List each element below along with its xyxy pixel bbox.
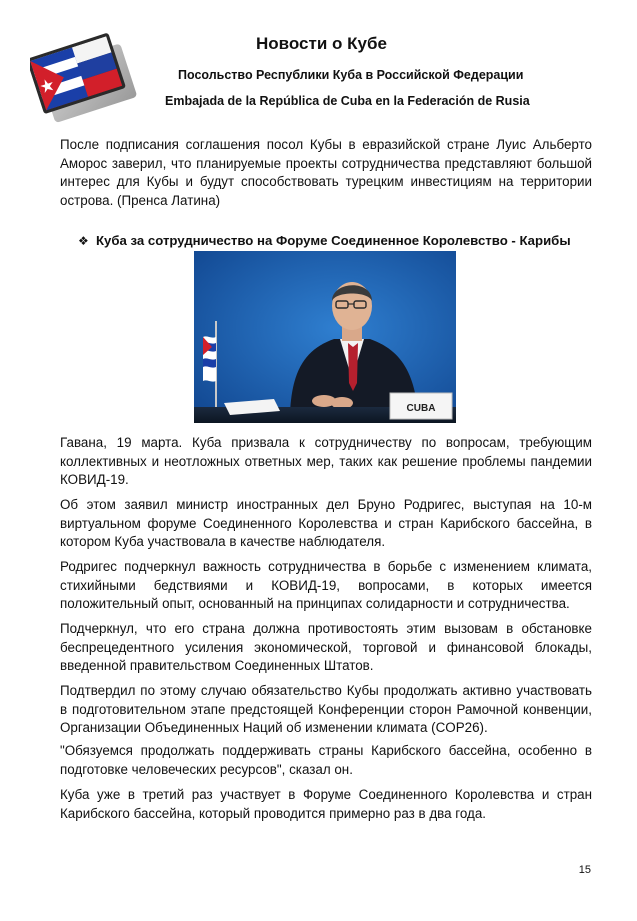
article-paragraph: Об этом заявил министр иностранных дел Бруно Родригес, выступая на 10-м виртуальном форуме Соединенного Королевства и стран Карибского бассейна, в котором Куба участвовала в качестве наблюдателя. [60,497,592,549]
article-paragraph: Куба уже в третий раз участвует в Форуме Соединенного Королевства и стран Карибского бассейна, который проводится примерно раз в два года. [60,787,592,821]
article-paragraph: Гавана, 19 марта. Куба призвала к сотрудничеству по вопросам, требующим коллективных и неотложных ответных мер, таких как решение проблемы пандемии КОВИД-19. [60,435,592,487]
page-title: Новости о Кубе [256,34,387,53]
embassy-name-ru: Посольство Республики Куба в Российской Федерации [178,68,524,82]
article-paragraph: "Обязуемся продолжать поддерживать страны Карибского бассейна, особенно в подготовке человеческих ресурсов", сказал он. [60,743,592,777]
embassy-name-es: Embajada de la República de Cuba en la Federación de Rusia [165,94,530,108]
article-paragraph: Родригес подчеркнул важность сотрудничества в борьбе с изменением климата, стихийными бедствиями и КОВИД-19, вопросами, в которых имеется положительный опыт, основанный на принципах солидарности и сотрудничества. [60,559,592,611]
cuba-russia-flag-logo [30,26,140,124]
intro-paragraph: После подписания соглашения посол Кубы в евразийской стране Луис Альберто Аморос заверил, что планируемые проекты сотрудничества представляют большой интерес для Кубы и будут способствовать турецким инвестициям на территории острова. (Пренса Латина) [60,137,592,208]
article-headline-text: Куба за сотрудничество на Форуме Соединенное Королевство - Карибы [96,233,571,248]
article-headline [78,233,571,248]
photo-nameplate: CUBA [406,403,436,414]
article-paragraph: Подтвердил по этому случаю обязательство Кубы продолжать активно участвовать в подготовительном этапе предстоящей Конференции сторон Рамочной конвенции, Организации Объединенных Наций об изменении климата (COP26). [60,683,592,735]
article-photo [194,251,456,423]
diamond-bullet-icon: ❖ [78,234,89,248]
page-number: 15 [578,864,591,876]
article-paragraph: Подчеркнул, что его страна должна противостоять этим вызовам в обстановке беспрецедентного усиления экономической, торговой и финансовой блокады, введенной правительством Соединенных Штатов. [60,621,592,673]
